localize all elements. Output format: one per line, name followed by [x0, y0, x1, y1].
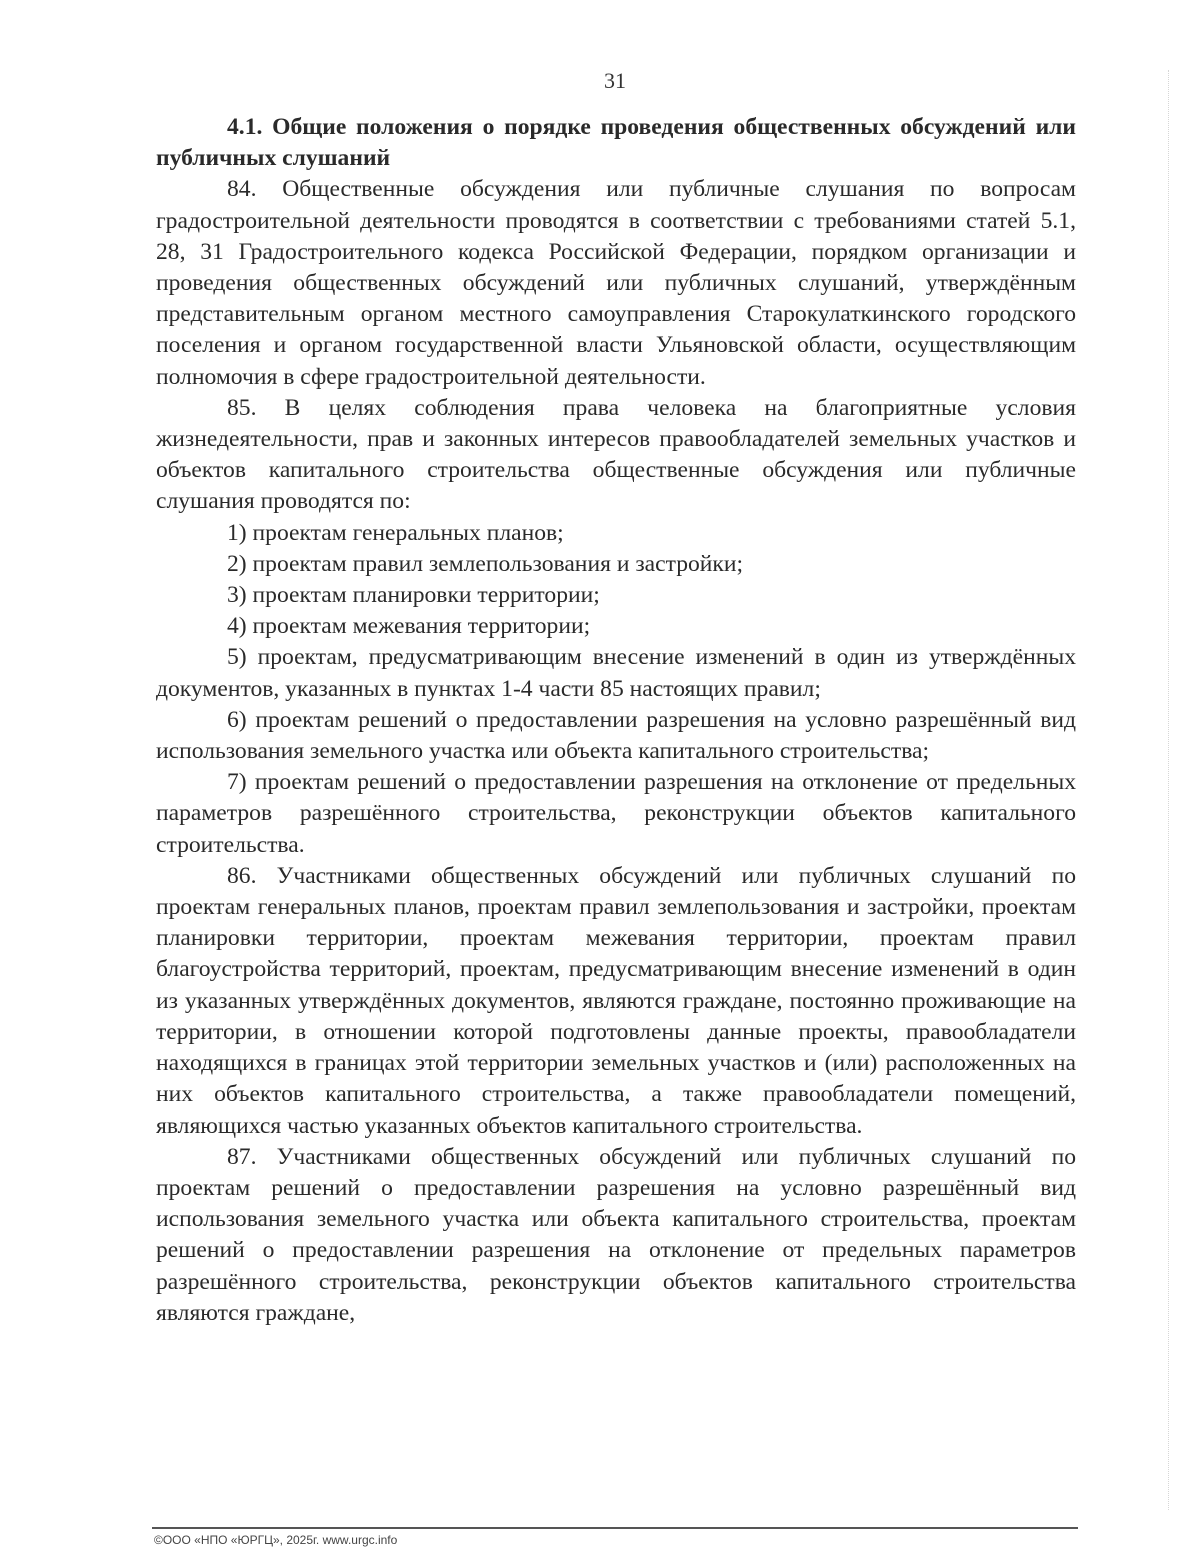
paragraph-84: 84. Общественные обсуждения или публичные слушания по вопросам градостроительной деятельности проводятся в соответствии с требованиями статей 5.1, 28, 31 Градостроительного кодекса Российской Федерации, порядком организации и проведения общественных обсуждений или публичных слушаний, утверждённым представительным органом местного самоуправления Старокулаткинского городского поселения и органом государственной власти Ульяновской области, осуществляющим полномочия в сфере градостроительной деятельности. [156, 176, 1076, 390]
list-item-6: 6) проектам решений о предоставлении разрешения на условно разрешённый вид использования земельного участка или объекта капитального строительства; [156, 706, 1076, 765]
list-item-5: 5) проектам, предусматривающим внесение изменений в один из утверждённых документов, указанных в пунктах 1-4 части 85 настоящих правил; [156, 644, 1076, 702]
paragraph-85: 85. В целях соблюдения права человека на благоприятные условия жизнедеятельности, прав и законных интересов правообладателей земельных участков и объектов капитального строительства общественные обсуждения или публичные слушания проводятся по: [156, 394, 1076, 515]
list-item-4: 4) проектам межевания территории; [227, 613, 591, 640]
list-item-2: 2) проектам правил землепользования и застройки; [227, 550, 744, 577]
document-body [156, 112, 1076, 1329]
section-heading: 4.1. Общие положения о порядке проведения общественных обсуждений или публичных слушаний [156, 114, 1076, 172]
footer-copyright: ©ООО «НПО «ЮРГЦ», 2025г. www.urgc.info [154, 1533, 398, 1547]
paragraph-86: 86. Участниками общественных обсуждений или публичных слушаний по проектам генеральных планов, проектам правил землепользования и застройки, проектам планировки территории, проектам межевания территории, проектам правил благоустройства территорий, проектам, предусматривающим внесение изменений в один из указанных утверждённых документов, являются граждане, постоянно проживающие на территории, в отношении которой подготовлены данные проекты, правообладатели находящихся в границах этой территории земельных участков и (или) расположенных на них объектов капитального строительства, а также правообладатели помещений, являющихся частью указанных объектов капитального строительства. [156, 862, 1076, 1139]
list-item-7: 7) проектам решений о предоставлении разрешения на отклонение от предельных параметров разрешённого строительства, реконструкции объектов капитального строительства. [156, 769, 1076, 858]
footer-divider [152, 1527, 1078, 1529]
list-item-3: 3) проектам планировки территории; [227, 582, 600, 609]
paragraph-87: 87. Участниками общественных обсуждений или публичных слушаний по проектам решений о предоставлении разрешения на условно разрешённый вид использования земельного участка или объекта капитального строительства, проектам решений о предоставлении разрешения на отклонение от предельных параметров разрешённого строительства, реконструкции объектов капитального строительства являются граждане, [156, 1143, 1076, 1326]
page-number: 31 [604, 68, 626, 93]
scan-margin-mark [1168, 70, 1169, 1510]
list-item-1: 1) проектам генеральных планов; [227, 519, 564, 546]
